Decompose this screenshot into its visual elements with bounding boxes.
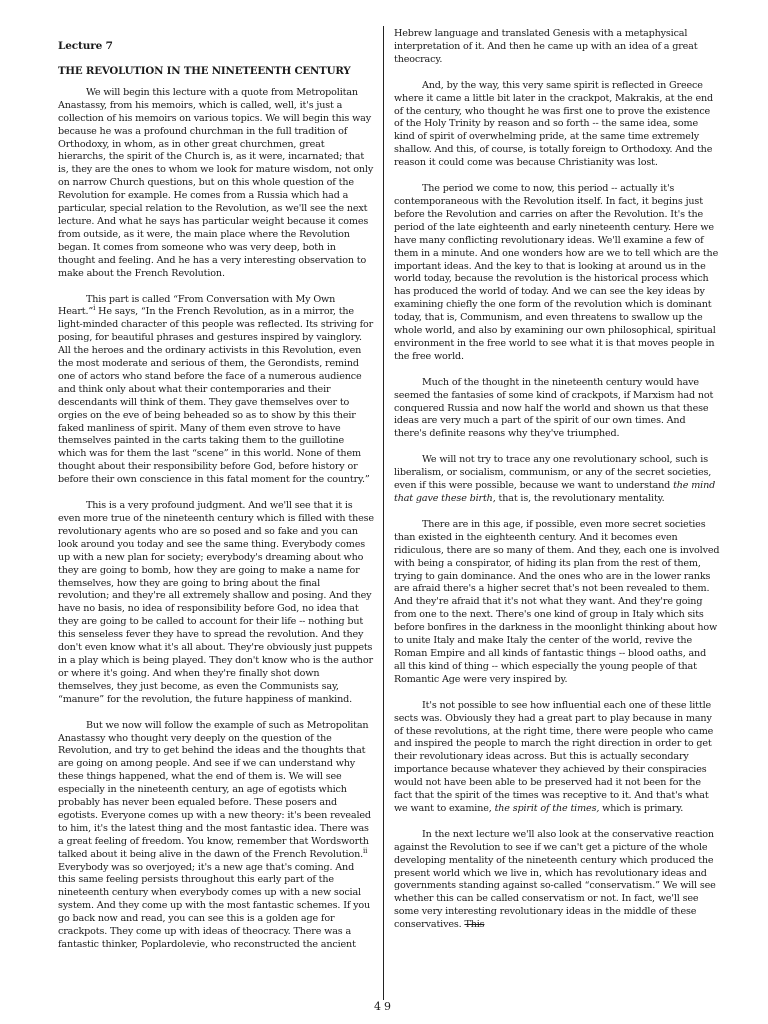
paragraph-text: which is primary.	[599, 802, 684, 814]
paragraph: There are in this age, if possible, even more secret societies than existed in the eighteenth century. And it becomes even ridiculous, there are so many of them. And they, each one is involved with being a conspirator, of hiding its plan from the rest of them, trying to gain dominance. And the ones who are in the lower ranks are afraid there's a higher secret that's not been revealed to them. And they're afraid that it's not what they want. And they're going from one to the next. There's one kind of group in Italy which sits before bonfires in the darkness in the moonlight thinking about how to unite Italy and make Italy the center of the world, revive the Roman Empire and all kinds of fantastic things -- blood oaths, and all this kind of thing -- which especially the young people of that Romantic Age were very inspired by.	[394, 518, 720, 685]
footnote-marker[interactable]: ii	[363, 846, 368, 855]
paragraph-text: We will not try to trace any one revolutionary school, such is liberalism, or socialism, communism, or any of the secret societies, even if this were possible, because we want to understand	[394, 454, 712, 492]
paragraph-text: Everybody was so overjoyed; it's a new age that's coming. And this same feeling persists throughout this early part of the nineteenth century when everybody comes up with a new social system. And they come up with the most fantastic schemes. If you go back now and read, you can see this is a golden age for crackpots. They come up with ideas of theocracy. There was a fantastic thinker, Poplardolevie, who reconstructed the ancient	[58, 861, 371, 950]
left-column	[58, 28, 374, 965]
chapter-heading: THE REVOLUTION IN THE NINETEENTH CENTURY	[58, 64, 351, 77]
emphasis-text: the spirit of the times,	[494, 802, 600, 814]
paragraph: The period we come to now, this period -- actually it's contemporaneous with the Revolution itself. In fact, it begins just before the Revolution and carries on after the Revolution. It's the period of the late eighteenth and early nineteenth century. Here we have many conflicting revolutionary ideas. We'll examine a few of them in a minute. And one wonders how are we to tell which are the important ideas. And the key to that is looking at around us in the world today, because the revolution is the historical process which has produced the world of today. And we can see the key ideas by examining chiefly the one form of the revolution which is dominant today, that is, Communism, and even threatens to swallow up the whole world, and also by examining our own philosophical, spiritual environment in the free world to see what it is that moves people in the free world.	[394, 183, 719, 362]
footnote-marker[interactable]: i	[93, 304, 96, 313]
emphasis-text: the mind that gave these birth	[394, 480, 716, 504]
paragraph-text: It's not possible to see how influential each one of these little sects was. Obviously they had a great part to play because in many of these revolutions, at the right time, there were people who came and inspired the people to march the right direction in order to get their revolutionary ideas across. But this is actually secondary importance because whatever they achieved by their conspiracies would not have been able to be preserved had it not been for the fact that the spirit of the times was receptive to it. And that's what we want to examine,	[394, 699, 714, 814]
paragraph	[58, 294, 374, 488]
paragraph: We will begin this lecture with a quote from Metropolitan Anastassy, from his memoirs, which is called, well, it's just a collection of his memoirs on various topics. We will begin this way because he was a profound churchman in the full tradition of Orthodoxy, in whom, as in other great churchmen, great hierarchs, the spirit of the Church is, as it were, incarnated; that is, they are the ones to whom we look for mature wisdom, not only on narrow Church questions, but on this whole question of the Revolution for example. He comes from a Russia which had a particular, special relation to the Revolution, as we'll see the next lecture. And what he says has particular weight because it comes from outside, as it were, the main place where the Revolution began. It comes from someone who was very deep, both in thought and feeling. And he has a very interesting observation to make about the French Revolution.	[58, 86, 374, 279]
paragraph	[394, 454, 720, 506]
paragraph	[394, 829, 720, 932]
paragraph	[58, 720, 374, 952]
paragraph-text: This part is called “From Conversation with My Own Heart.”	[58, 293, 336, 318]
column-divider	[383, 26, 384, 1000]
right-column	[394, 28, 720, 945]
paragraph: And, by the way, this very same spirit is reflected in Greece where it came a little bit later in the crackpot, Makrakis, at the end of the century, who thought he was first one to prove the existence of the Holy Trinity by reason and so forth -- the same idea, some kind of spirit of overwhelming pride, at the same time extremely shallow. And this, of course, is totally foreign to Orthodoxy. And the reason it could come was because Christianity was lost.	[394, 79, 713, 169]
paragraph-text: In the next lecture we'll also look at the conservative reaction against the Revolution to see if we can't get a picture of the whole developing mentality of the nineteenth century which produced the present world which we live in, which has revolutionary ideas and governments standing against so-called “conservatism.” We will see whether this can be called conservatism or not. In fact, we'll see some very interesting revolutionary ideas in the middle of these conservatives.	[394, 828, 716, 931]
lecture-label: Lecture 7	[58, 40, 113, 52]
paragraph-text: He says, “In the French Revolution, as in a mirror, the light-minded character of this people was reflected. Its striving for posing, for beautiful phrases and gestures inspired by vainglory. All the heroes and the ordinary activists in this Revolution, even the most moderate and serious of them, the Gerondists, remind one of actors who stand before the face of a numerous audience and think only about what their contemporaries and their descendants will think of them. They gave themselves over to orgies on the eve of being beheaded so as to show by this their faked manliness of spirit. Many of them even strove to have themselves painted in the carts taking them to the guillotine which was for them the last “scene” in this world. None of them thought about their responsibility before God, before history or before their own conscience in this fatal moment for the country.”	[58, 306, 374, 486]
paragraph-text: But we now will follow the example of such as Metropolitan Anastassy who thought very deeply on the question of the Revolution, and try to get behind the ideas and the thoughts that are going on among people. And see if we can understand why these things happened, what the end of them is. We will see especially in the nineteenth century, an age of egotists which probably has never been equaled before. These posers and egotists. Everyone comes up with a new theory: it's been revealed to him, it's the latest thing and the most fantastic idea. There was a great feeling of freedom. You know, remember that Wordsworth talked about it being alive in the dawn of the French Revolution.	[58, 719, 371, 860]
paragraph: This is a very profound judgment. And we'll see that it is even more true of the nineteenth century which is filled with these revolutionary agents who are so posed and so fake and you can look around you today and see the same thing. Everybody comes up with a new plan for society; everybody's dreaming about who they are going to bomb, how they are going to make a name for themselves, how they are going to bring about the final revolution; and they're all extremely shallow and posing. And they have no basis, no idea of responsibility before God, no idea that they are going to be called to account for their life -- nothing but this senseless fever they have to spread the revolution. And they don't even know what it's all about. They're obviously just puppets in a play which is being played. They don't know who is the author or where it's going. And when they're finally shot down themselves, they just become, as even the Communists say, “manure” for the revolution, the future happiness of mankind.	[58, 500, 374, 705]
page-number: 49	[374, 1000, 394, 1013]
paragraph: Much of the thought in the nineteenth century would have seemed the fantasies of some kind of crackpots, if Marxism had not conquered Russia and now half the world and shown us that these ideas are very much a part of the spirit of our own times. And there's definite reasons why they've triumphed.	[394, 376, 714, 440]
paragraph-continued: Hebrew language and translated Genesis with a metaphysical interpretation of it. And then he came up with an idea of a great theocracy.	[394, 28, 698, 65]
paragraph	[394, 700, 720, 816]
struck-text: This	[464, 919, 485, 931]
paragraph-text: , that is, the revolutionary mentality.	[492, 493, 665, 504]
